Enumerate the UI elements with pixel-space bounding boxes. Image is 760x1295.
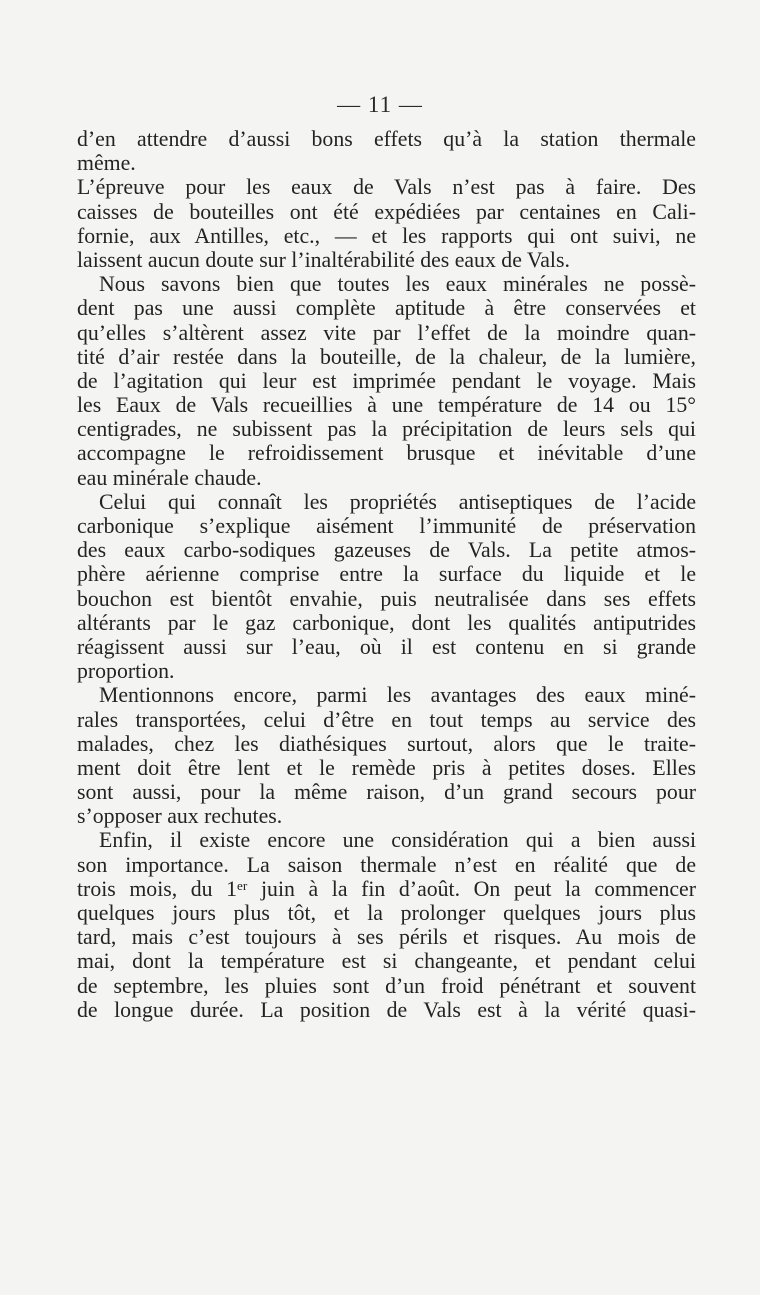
text-line: caisses de bouteilles ont été expédiées par centaines en Cali- — [77, 199, 696, 224]
text-line: eau minérale chaude. — [77, 465, 262, 490]
text-line: s’opposer aux rechutes. — [77, 804, 283, 829]
text-line: trois mois, du 1ᵉʳ juin à la fin d’août. On peut la commencer — [77, 876, 696, 901]
text-line: L’épreuve pour les eaux de Vals n’est pas à faire. Des — [77, 175, 696, 200]
text-line: bouchon est bientôt envahie, puis neutralisée dans ses effets — [77, 586, 696, 611]
text-line: réagissent aussi sur l’eau, où il est contenu en si grande — [77, 634, 696, 659]
text-line: dent pas une aussi complète aptitude à être conservées et — [77, 296, 696, 321]
text-line: mai, dont la température est si changeante, et pendant celui — [77, 949, 696, 974]
text-line: de longue durée. La position de Vals est à la vérité quasi- — [77, 997, 696, 1022]
text-line: malades, chez les diathésiques surtout, alors que le traite- — [77, 731, 696, 756]
text-line: Mentionnons encore, parmi les avantages des eaux miné- — [99, 683, 696, 708]
text-line: carbonique s’explique aisément l’immunité de préservation — [77, 514, 696, 538]
text-line: des eaux carbo-sodiques gazeuses de Vals. La petite atmos- — [77, 538, 696, 563]
text-line: même. — [77, 151, 136, 176]
text-line: de l’agitation qui leur est imprimée pendant le voyage. Mais — [77, 368, 696, 393]
text-line: qu’elles s’altèrent assez vite par l’effet de la moindre quan- — [77, 320, 696, 345]
text-line: rales transportées, celui d’être en tout temps au service des — [77, 707, 696, 732]
text-line: fornie, aux Antilles, etc., — et les rapports qui ont suivi, ne — [77, 223, 696, 248]
text-line: Nous savons bien que toutes les eaux minérales ne possè- — [99, 272, 696, 297]
text-line: centigrades, ne subissent pas la précipitation de leurs sels qui — [77, 417, 696, 442]
text-line: phère aérienne comprise entre la surface du liquide et le — [77, 562, 696, 587]
text-line: Celui qui connaît les propriétés antiseptiques de l’acide — [99, 489, 696, 514]
text-line: accompagne le refroidissement brusque et inévitable d’une — [77, 441, 696, 466]
text-line: laissent aucun doute sur l’inaltérabilité des eaux de Vals. — [77, 247, 570, 272]
text-line: quelques jours plus tôt, et la prolonger quelques jours plus — [77, 901, 696, 925]
text-line: d’en attendre d’aussi bons effets qu’à la station thermale — [77, 127, 696, 151]
text-line: altérants par le gaz carbonique, dont les qualités antiputrides — [77, 610, 696, 635]
text-line: ment doit être lent et le remède pris à petites doses. Elles — [77, 755, 696, 780]
text-line: Enfin, il existe encore une considération qui a bien aussi — [99, 828, 696, 853]
text-line: son importance. La saison thermale n’est en réalité que de — [77, 852, 696, 877]
text-line: de septembre, les pluies sont d’un froid pénétrant et souvent — [77, 973, 696, 998]
body-text — [77, 127, 696, 1022]
page-number: — 11 — — [337, 92, 423, 117]
text-line: tité d’air restée dans la bouteille, de la chaleur, de la lumière, — [77, 344, 696, 369]
text-line: tard, mais c’est toujours à ses périls et risques. Au mois de — [77, 925, 696, 950]
text-line: proportion. — [77, 659, 175, 684]
text-line: les Eaux de Vals recueillies à une température de 14 ou 15° — [77, 393, 696, 418]
text-line: sont aussi, pour la même raison, d’un grand secours pour — [77, 780, 696, 805]
